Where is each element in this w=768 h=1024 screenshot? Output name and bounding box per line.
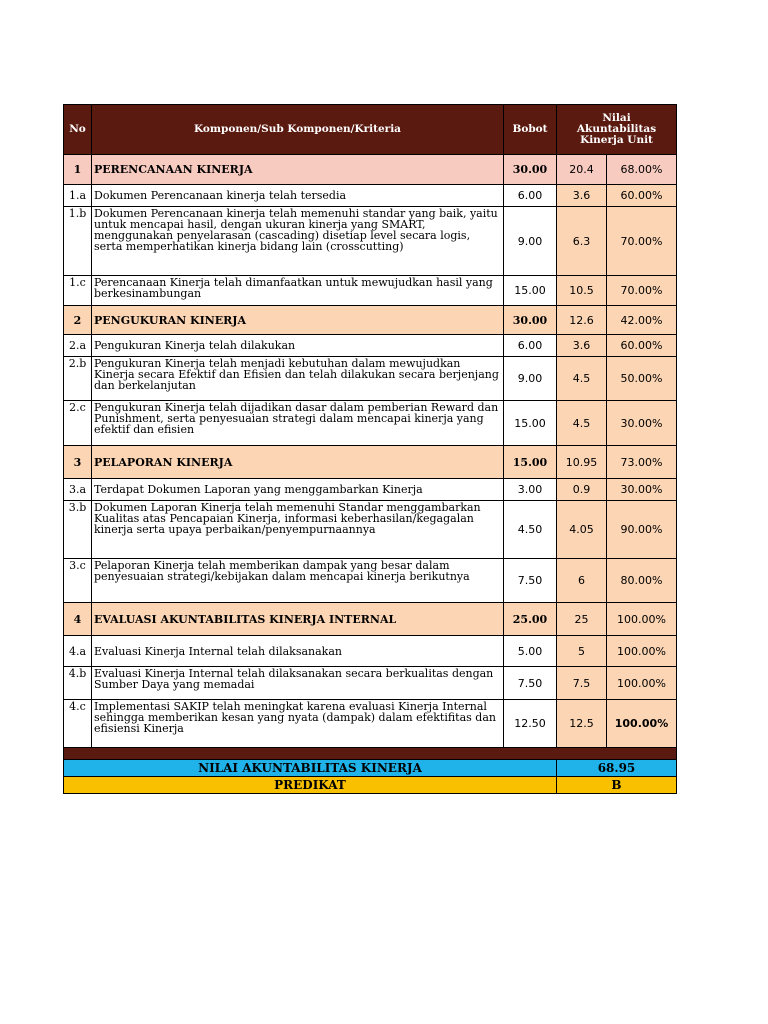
table-row-section (64, 446, 677, 479)
row-no: 2.b (64, 357, 92, 401)
row-text: Pelaporan Kinerja telah memberikan dampak yang besar dalam penyesuaian strategi/kebijakan dalam mencapai kinerja berikutnya (92, 559, 504, 603)
row-percent: 70.00% (607, 276, 677, 306)
row-weight: 6.00 (504, 185, 557, 207)
row-value: 3.6 (557, 185, 607, 207)
row-no: 4.a (64, 636, 92, 667)
table-row-section (64, 155, 677, 185)
row-weight: 12.50 (504, 700, 557, 748)
total-label: NILAI AKUNTABILITAS KINERJA (64, 760, 557, 777)
row-weight: 3.00 (504, 479, 557, 501)
row-no: 4 (64, 603, 92, 636)
header-weight: Bobot (504, 105, 557, 155)
row-text: Evaluasi Kinerja Internal telah dilaksanakan secara berkualitas dengan Sumber Daya yang memadai (92, 667, 504, 700)
row-value: 20.4 (557, 155, 607, 185)
row-percent: 100.00% (607, 667, 677, 700)
row-percent: 80.00% (607, 559, 677, 603)
table-row (64, 700, 677, 748)
row-no: 2.c (64, 401, 92, 446)
row-value: 12.6 (557, 306, 607, 335)
table-row (64, 357, 677, 401)
row-percent: 60.00% (607, 335, 677, 357)
row-text: Pengukuran Kinerja telah dilakukan (92, 335, 504, 357)
row-value: 6 (557, 559, 607, 603)
row-weight: 15.00 (504, 446, 557, 479)
row-value: 6.3 (557, 207, 607, 276)
row-weight: 5.00 (504, 636, 557, 667)
row-weight: 6.00 (504, 335, 557, 357)
row-value: 10.95 (557, 446, 607, 479)
row-text: Evaluasi Kinerja Internal telah dilaksanakan (92, 636, 504, 667)
row-value: 4.5 (557, 357, 607, 401)
row-text: Perencanaan Kinerja telah dimanfaatkan untuk mewujudkan hasil yang berkesinambungan (92, 276, 504, 306)
row-value: 5 (557, 636, 607, 667)
row-weight: 9.00 (504, 357, 557, 401)
row-weight: 15.00 (504, 401, 557, 446)
row-no: 4.b (64, 667, 92, 700)
table-row (64, 401, 677, 446)
row-text: Dokumen Perencanaan kinerja telah memenuhi standar yang baik, yaitu untuk mencapai hasil, dengan ukuran kinerja yang SMART, menggunakan penyelarasan (cascading) disetiap level secara logis, serta memperhatikan kinerja bidang lain (crosscutting) (92, 207, 504, 276)
row-no: 1.b (64, 207, 92, 276)
row-value: 3.6 (557, 335, 607, 357)
row-weight: 9.00 (504, 207, 557, 276)
row-text: PERENCANAAN KINERJA (92, 155, 504, 185)
row-text: Terdapat Dokumen Laporan yang menggambarkan Kinerja (92, 479, 504, 501)
table-row (64, 501, 677, 559)
row-weight: 4.50 (504, 501, 557, 559)
row-percent: 70.00% (607, 207, 677, 276)
table-header-row (64, 105, 677, 155)
row-no: 2 (64, 306, 92, 335)
table-row (64, 559, 677, 603)
row-weight: 25.00 (504, 603, 557, 636)
row-percent: 100.00% (607, 603, 677, 636)
row-percent: 100.00% (607, 700, 677, 748)
row-percent: 30.00% (607, 401, 677, 446)
table-row (64, 276, 677, 306)
row-text: PENGUKURAN KINERJA (92, 306, 504, 335)
row-percent: 30.00% (607, 479, 677, 501)
row-text: PELAPORAN KINERJA (92, 446, 504, 479)
table-row (64, 667, 677, 700)
header-no: No (64, 105, 92, 155)
row-value: 10.5 (557, 276, 607, 306)
row-weight: 7.50 (504, 559, 557, 603)
header-score: Nilai Akuntabilitas Kinerja Unit (557, 105, 677, 155)
row-percent: 50.00% (607, 357, 677, 401)
total-row (64, 760, 677, 777)
row-weight: 30.00 (504, 155, 557, 185)
row-text: Dokumen Laporan Kinerja telah memenuhi Standar menggambarkan Kualitas atas Pencapaian Kinerja, informasi keberhasilan/kegagalan kinerja serta upaya perbaikan/penyempurnaannya (92, 501, 504, 559)
row-no: 3.b (64, 501, 92, 559)
row-percent: 42.00% (607, 306, 677, 335)
table-row (64, 636, 677, 667)
predicate-value: B (557, 777, 677, 794)
header-component: Komponen/Sub Komponen/Kriteria (92, 105, 504, 155)
row-percent: 60.00% (607, 185, 677, 207)
row-value: 0.9 (557, 479, 607, 501)
row-value: 7.5 (557, 667, 607, 700)
row-percent: 68.00% (607, 155, 677, 185)
row-percent: 100.00% (607, 636, 677, 667)
row-weight: 15.00 (504, 276, 557, 306)
separator-bar (64, 748, 677, 760)
row-no: 4.c (64, 700, 92, 748)
predicate-label: PREDIKAT (64, 777, 557, 794)
table-row (64, 479, 677, 501)
table-row (64, 185, 677, 207)
row-no: 1 (64, 155, 92, 185)
row-text: Implementasi SAKIP telah meningkat karena evaluasi Kinerja Internal sehingga memberikan kesan yang nyata (dampak) dalam efektifitas dan efisiensi Kinerja (92, 700, 504, 748)
row-percent: 73.00% (607, 446, 677, 479)
table-row (64, 335, 677, 357)
table-row-section (64, 306, 677, 335)
row-no: 3 (64, 446, 92, 479)
separator-row (64, 748, 677, 760)
row-text: Pengukuran Kinerja telah menjadi kebutuhan dalam mewujudkan Kinerja secara Efektif dan Efisien dan telah dilakukan secara berjenjang dan berkelanjutan (92, 357, 504, 401)
accountability-table (63, 104, 677, 794)
row-text: EVALUASI AKUNTABILITAS KINERJA INTERNAL (92, 603, 504, 636)
row-no: 3.a (64, 479, 92, 501)
table-row (64, 207, 677, 276)
row-text: Pengukuran Kinerja telah dijadikan dasar dalam pemberian Reward dan Punishment, serta penyesuaian strategi dalam mencapai kinerja yang efektif dan efisien (92, 401, 504, 446)
row-no: 3.c (64, 559, 92, 603)
predicate-row (64, 777, 677, 794)
total-value: 68.95 (557, 760, 677, 777)
row-value: 4.05 (557, 501, 607, 559)
row-no: 2.a (64, 335, 92, 357)
row-text: Dokumen Perencanaan kinerja telah tersedia (92, 185, 504, 207)
row-weight: 7.50 (504, 667, 557, 700)
row-value: 4.5 (557, 401, 607, 446)
row-no: 1.a (64, 185, 92, 207)
row-value: 25 (557, 603, 607, 636)
table-row-section (64, 603, 677, 636)
row-value: 12.5 (557, 700, 607, 748)
row-weight: 30.00 (504, 306, 557, 335)
row-percent: 90.00% (607, 501, 677, 559)
row-no: 1.c (64, 276, 92, 306)
